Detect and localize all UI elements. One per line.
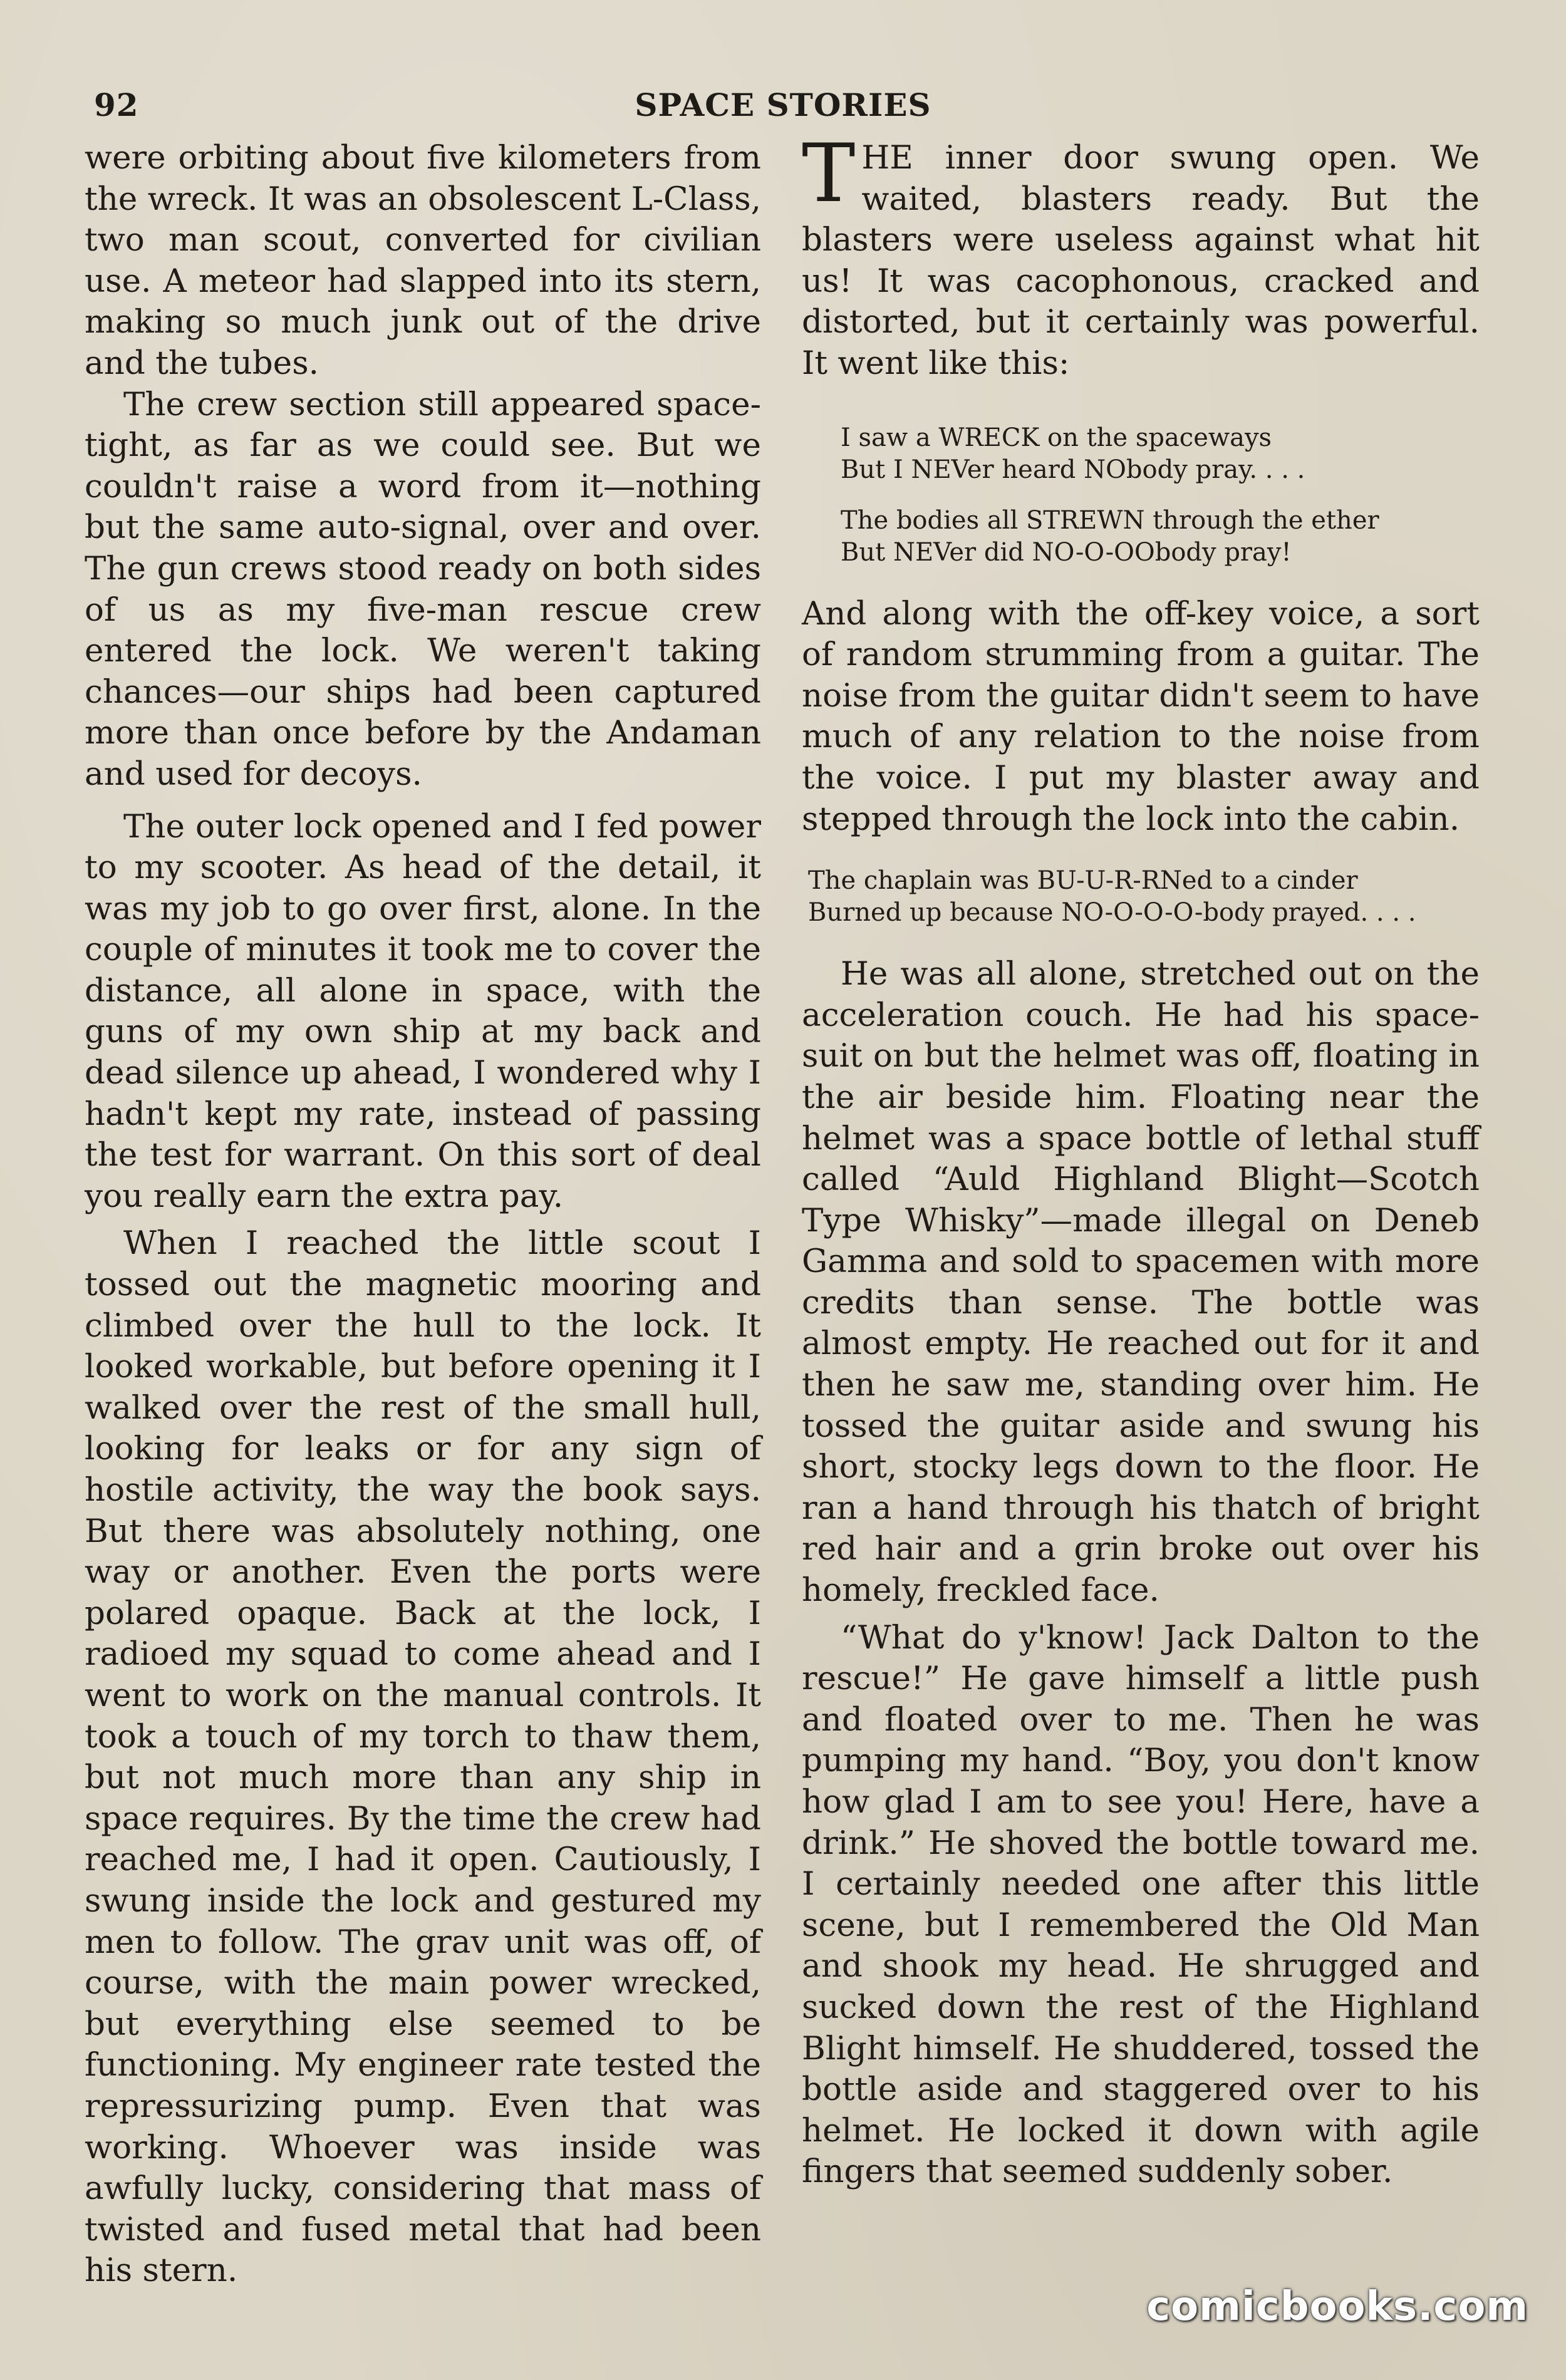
paragraph: And along with the off-key voice, a sort of random strumming from a guitar. The noise from the guitar didn't seem to have much of any relation to the noise from the voice. I put my blaster away and stepped through the lock into the cabin. — [802, 594, 1480, 838]
song-verse — [802, 505, 1480, 569]
watermark: comicbooks.com — [1146, 2284, 1528, 2330]
left-column — [85, 138, 761, 2292]
paragraph: When I reached the little scout I tossed out the magnetic mooring and climbed over the hull to the lock. It looked workable, but before opening it I walked over the rest of the small hull, looking for leaks or for any sign of hostile activity, the way the book says. But there was absolutely nothing, one way or another. Even the ports were polared opaque. Back at the lock, I radioed my squad to come ahead and I went to work on the manual controls. It took a touch of my torch to thaw them, but not much more than any ship in space requires. By the time the crew had reached me, I had it open. Cautiously, I swung inside the lock and gestured my men to follow. The grav unit was off, of course, with the main power wrecked, but everything else seemed to be functioning. My engineer rate tested the repressurizing pump. Even that was working. Whoever was inside was awfully lucky, considering that mass of twisted and fused metal that had been his stern. — [85, 1224, 761, 2290]
right-column — [802, 127, 1480, 2193]
opening-text: HE inner door swung open. We waited, blasters ready. But the blasters were useless against what hit us! It was cacophonous, cracked and distorted, but it certainly was powerful. It went like this: — [802, 139, 1480, 382]
paragraph: He was all alone, stretched out on the acceleration couch. He had his space-suit on but the helmet was off, floating in the air beside him. Floating near the helmet was a space bottle of lethal stuff called “Auld Highland Blight—Scotch Type Whisky”—made illegal on Deneb Gamma and sold to spacemen with more credits than sense. The bottle was almost empty. He reached out for it and then he saw me, standing over him. He tossed the guitar aside and swung his short, stocky legs down to the floor. He ran a hand through his thatch of bright red hair and a grin broke out over his homely, freckled face. — [802, 955, 1480, 1610]
paragraph: “What do y'know! Jack Dalton to the rescue!” He gave himself a little push and floated over to me. Then he was pumping my hand. “Boy, you don't know how glad I am to see you! Here, have a drink.” He shoved the bottle toward me. I certainly needed one after this little scene, but I remembered the Old Man and shook my head. He shrugged and sucked down the rest of the Highland Blight himself. He shuddered, tossed the bottle aside and staggered over to his helmet. He locked it down with agile fingers that seemed suddenly sober. — [802, 1618, 1480, 2191]
verse-line: The bodies all STREWN through the ether — [841, 505, 1379, 535]
paragraph: were orbiting about five kilometers from the wreck. It was an obsolescent L-Class, two man scout, converted for civilian use. A meteor had slapped into its stern, making so much junk out of the drive and the tubes. — [85, 139, 761, 382]
page-number: 92 — [94, 86, 139, 123]
song-verse — [802, 422, 1480, 486]
section-opening — [802, 127, 1480, 385]
song-verse — [802, 865, 1480, 929]
verse-line: The chaplain was BU-U-R-RNed to a cinder — [808, 866, 1358, 896]
verse-line: I saw a WRECK on the spaceways — [841, 423, 1272, 452]
paragraph: The outer lock opened and I fed power to my scooter. As head of the detail, it was my job to go over first, alone. In the couple of minutes it took me to cover the distance, all alone in space, with the guns of my own ship at my back and dead silence up ahead, I wondered why I hadn't kept my rate, instead of passing the test for warrant. On this sort of deal you really earn the extra pay. — [85, 807, 761, 1215]
verse-line: But I NEVer heard NObody pray. . . . — [841, 455, 1305, 484]
running-head: SPACE STORIES — [635, 86, 931, 123]
verse-line: But NEVer did NO-O-OObody pray! — [841, 537, 1292, 567]
paragraph: The crew section still appeared space-tight, as far as we could see. But we couldn't raise a word from it—nothing but the same auto-signal, over and over. The gun crews stood ready on both sides of us as my five-man rescue crew entered the lock. We weren't taking chances—our ships had been captured more than once before by the Andaman and used for decoys. — [85, 385, 761, 793]
verse-line: Burned up because NO-O-O-O-body prayed. . . . — [808, 898, 1416, 928]
drop-cap: T — [802, 127, 856, 220]
